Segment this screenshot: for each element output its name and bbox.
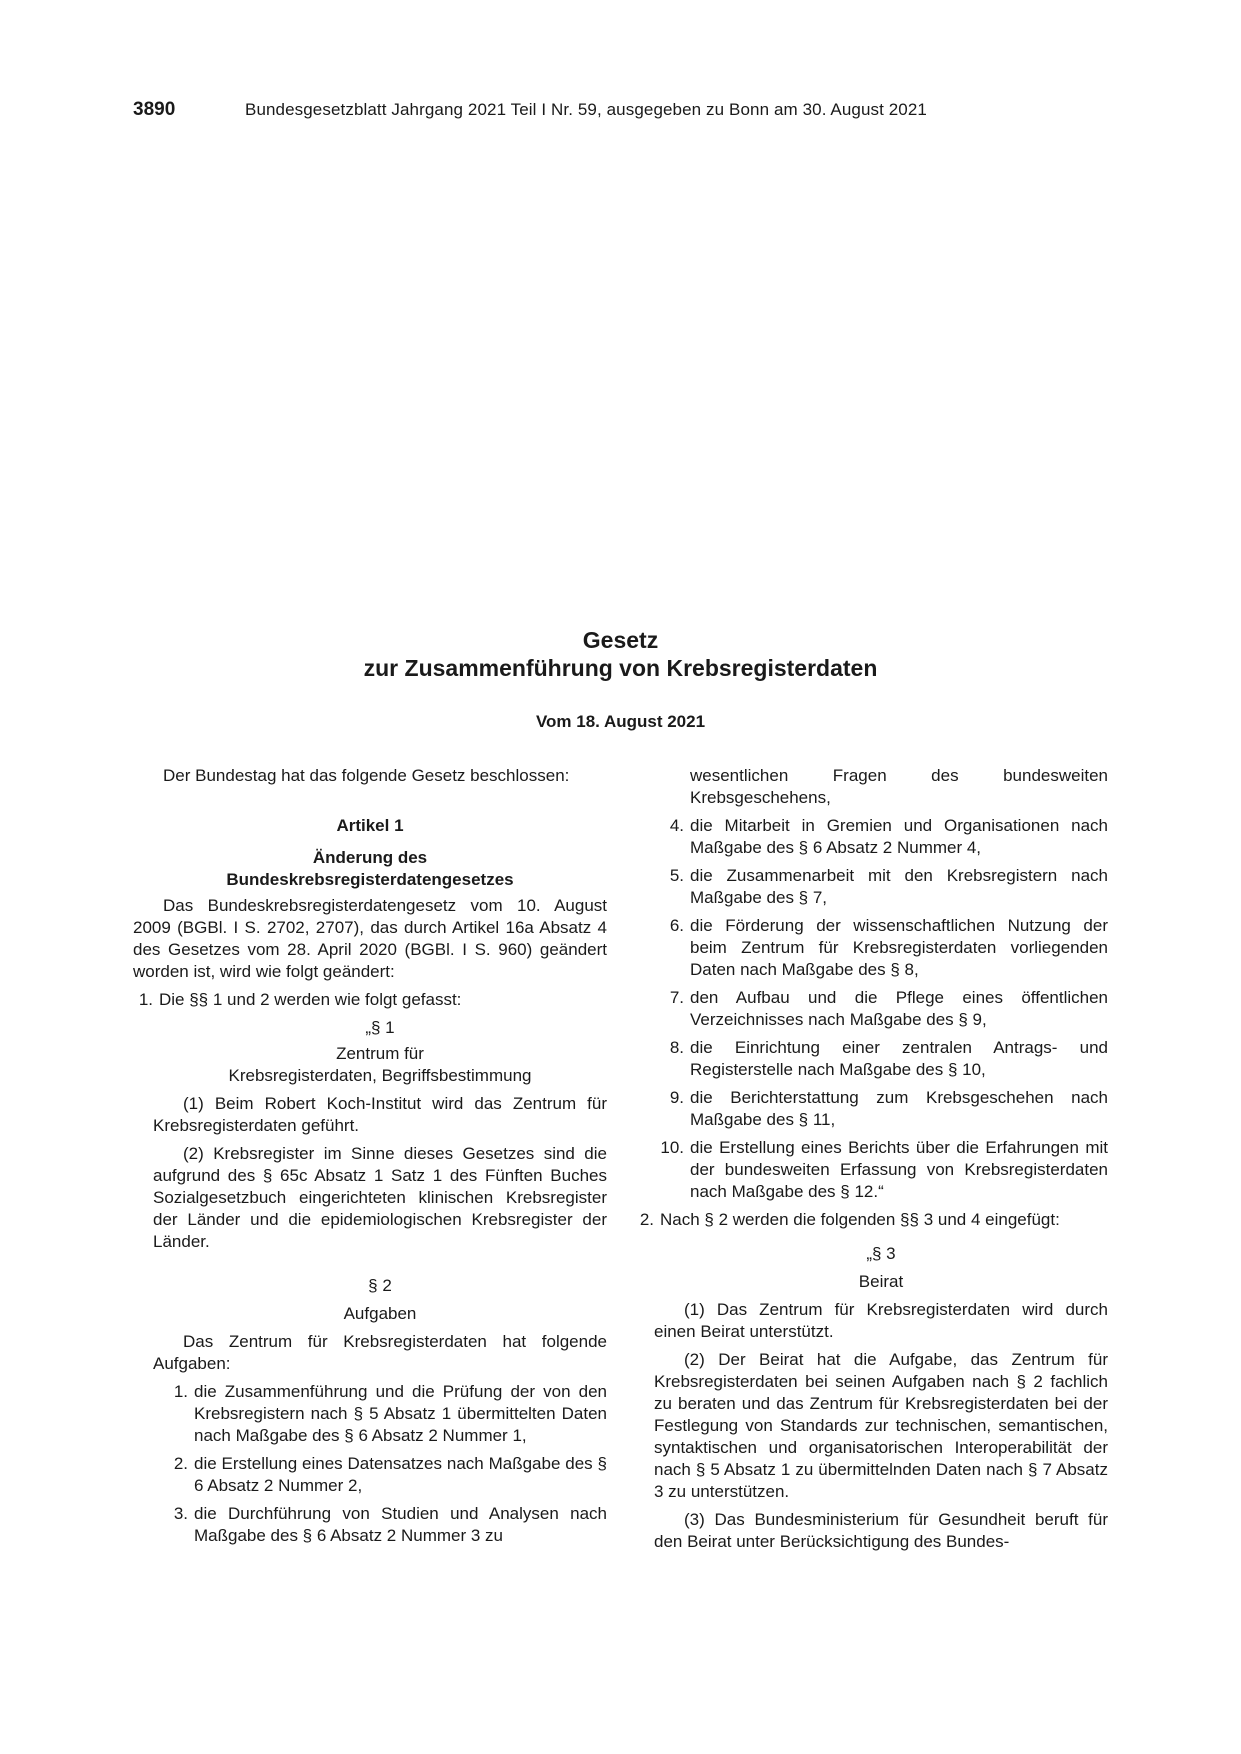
list-item <box>634 1209 1108 1231</box>
item-text: die Einrichtung einer zentralen Antrags- und Registerstelle nach Maßgabe des § 10, <box>690 1038 1108 1079</box>
section-heading: § 2 <box>368 1276 392 1295</box>
title-line-2: zur Zusammenführung von Krebsregisterdaten <box>363 655 878 681</box>
list-item <box>634 865 1108 909</box>
list-item <box>634 815 1108 859</box>
paragraph: (2) Der Beirat hat die Aufgabe, das Zentrum für Krebsregisterdaten bei seinen Aufgaben nach § 2 fachlich zu beraten und das Zentrum für Krebsregisterdaten bei der Festlegung von Standards zur technischen, semantischen, syntaktischen und organisatorischen Interoperabilität der nach § 5 Absatz 1 zu übermittelnden Daten nach § 7 Absatz 3 zu unterstützen. <box>654 1350 1108 1501</box>
item-text: die Zusammenführung und die Prüfung der von den Krebsregistern nach § 5 Absatz 1 übermittelten Daten nach Maßgabe des § 6 Absatz 2 Nummer 1, <box>194 1382 607 1445</box>
paragraph: (3) Das Bundesministerium für Gesundheit beruft für den Beirat unter Berücksichtigung des Bundes- <box>654 1510 1108 1551</box>
article-title-line-1: Änderung des <box>312 848 428 867</box>
article-text: Das Bundeskrebsregisterdatengesetz vom 10. August 2009 (BGBl. I S. 2702, 2707), das durch Artikel 16a Absatz 4 des Gesetzes vom 28. April 2020 (BGBl. I S. 960) geändert worden ist, wird wie folgt geändert: <box>133 896 607 981</box>
left-column <box>133 765 607 1553</box>
list-item <box>153 1453 607 1497</box>
item-text: die Mitarbeit in Gremien und Organisationen nach Maßgabe des § 6 Absatz 2 Nummer 4, <box>690 816 1108 857</box>
list-item <box>153 1381 607 1447</box>
paragraph: (2) Krebsregister im Sinne dieses Gesetzes sind die aufgrund des § 65c Absatz 1 Satz 1 des Fünften Buches Sozialgesetzbuch eingerichteten klinischen Krebsregister der Länder und die epidemiologischen Krebsregister der Länder. <box>153 1144 607 1251</box>
section-heading: „§ 3 <box>866 1244 896 1263</box>
item-number: 7. <box>669 988 684 1007</box>
continued-text: wesentlichen Fragen des bundesweiten Krebsgeschehens, <box>690 766 1108 807</box>
section-title: Beirat <box>858 1272 904 1291</box>
item-number: 9. <box>669 1088 684 1107</box>
item-number: 2. <box>639 1210 654 1229</box>
title-line-1: Gesetz <box>582 627 659 653</box>
item-text: die Erstellung eines Datensatzes nach Maßgabe des § 6 Absatz 2 Nummer 2, <box>194 1454 607 1495</box>
item-number: 8. <box>669 1038 684 1057</box>
item-text: die Berichterstattung zum Krebsgeschehen nach Maßgabe des § 11, <box>690 1088 1108 1129</box>
item-text: die Durchführung von Studien und Analysen nach Maßgabe des § 6 Absatz 2 Nummer 3 zu <box>194 1504 607 1545</box>
item-number: 5. <box>669 866 684 885</box>
list-item <box>153 1503 607 1547</box>
section-title: Aufgaben <box>343 1304 417 1323</box>
amended-text <box>133 1017 607 1547</box>
list-item <box>634 1037 1108 1081</box>
law-date: Vom 18. August 2021 <box>535 712 706 731</box>
list-item <box>133 989 607 1011</box>
item-number: 3. <box>173 1504 188 1523</box>
paragraph: Das Zentrum für Krebsregisterdaten hat folgende Aufgaben: <box>153 1332 607 1373</box>
paragraph: (1) Das Zentrum für Krebsregisterdaten wird durch einen Beirat unterstützt. <box>654 1300 1108 1341</box>
item-text: die Zusammenarbeit mit den Krebsregistern nach Maßgabe des § 7, <box>690 866 1108 907</box>
item-text: Nach § 2 werden die folgenden §§ 3 und 4 eingefügt: <box>660 1210 1060 1229</box>
paragraph: (1) Beim Robert Koch-Institut wird das Zentrum für Krebsregisterdaten geführt. <box>153 1094 607 1135</box>
section-title-line-1: Zentrum für <box>336 1044 424 1063</box>
item-number: 2. <box>173 1454 188 1473</box>
item-number: 10. <box>660 1138 684 1157</box>
intro-paragraph: Der Bundestag hat das folgende Gesetz beschlossen: <box>163 766 570 785</box>
item-number: 1. <box>138 990 153 1009</box>
item-number: 4. <box>669 816 684 835</box>
list-item <box>634 1087 1108 1131</box>
list-item <box>634 1137 1108 1203</box>
section-title-line-2: Krebsregisterdaten, Begriffsbestimmung <box>228 1066 532 1085</box>
item-number: 6. <box>669 916 684 935</box>
page-number: 3890 <box>133 99 176 120</box>
item-text: die Erstellung eines Berichts über die Erfahrungen mit der bundesweiten Erfassung von Krebsregisterdaten nach Maßgabe des § 12.“ <box>690 1138 1108 1201</box>
running-title: Bundesgesetzblatt Jahrgang 2021 Teil I Nr. 59, ausgegeben zu Bonn am 30. August 2021 <box>245 100 927 119</box>
item-text: Die §§ 1 und 2 werden wie folgt gefasst: <box>159 990 462 1009</box>
section-heading: „§ 1 <box>365 1018 395 1037</box>
article-title-line-2: Bundeskrebsregisterdatengesetzes <box>226 870 514 889</box>
item-text: den Aufbau und die Pflege eines öffentlichen Verzeichnisses nach Maßgabe des § 9, <box>690 988 1108 1029</box>
amended-text <box>634 1237 1108 1553</box>
task-list <box>634 815 1108 1203</box>
list-item <box>634 987 1108 1031</box>
law-title-block <box>0 626 1241 732</box>
item-text: die Förderung der wissenschaftlichen Nutzung der beim Zentrum für Krebsregisterdaten vorliegenden Daten nach Maßgabe des § 8, <box>690 916 1108 979</box>
right-column <box>634 765 1108 1553</box>
article-heading: Artikel 1 <box>336 816 404 835</box>
item-number: 1. <box>173 1382 188 1401</box>
list-item <box>634 915 1108 981</box>
